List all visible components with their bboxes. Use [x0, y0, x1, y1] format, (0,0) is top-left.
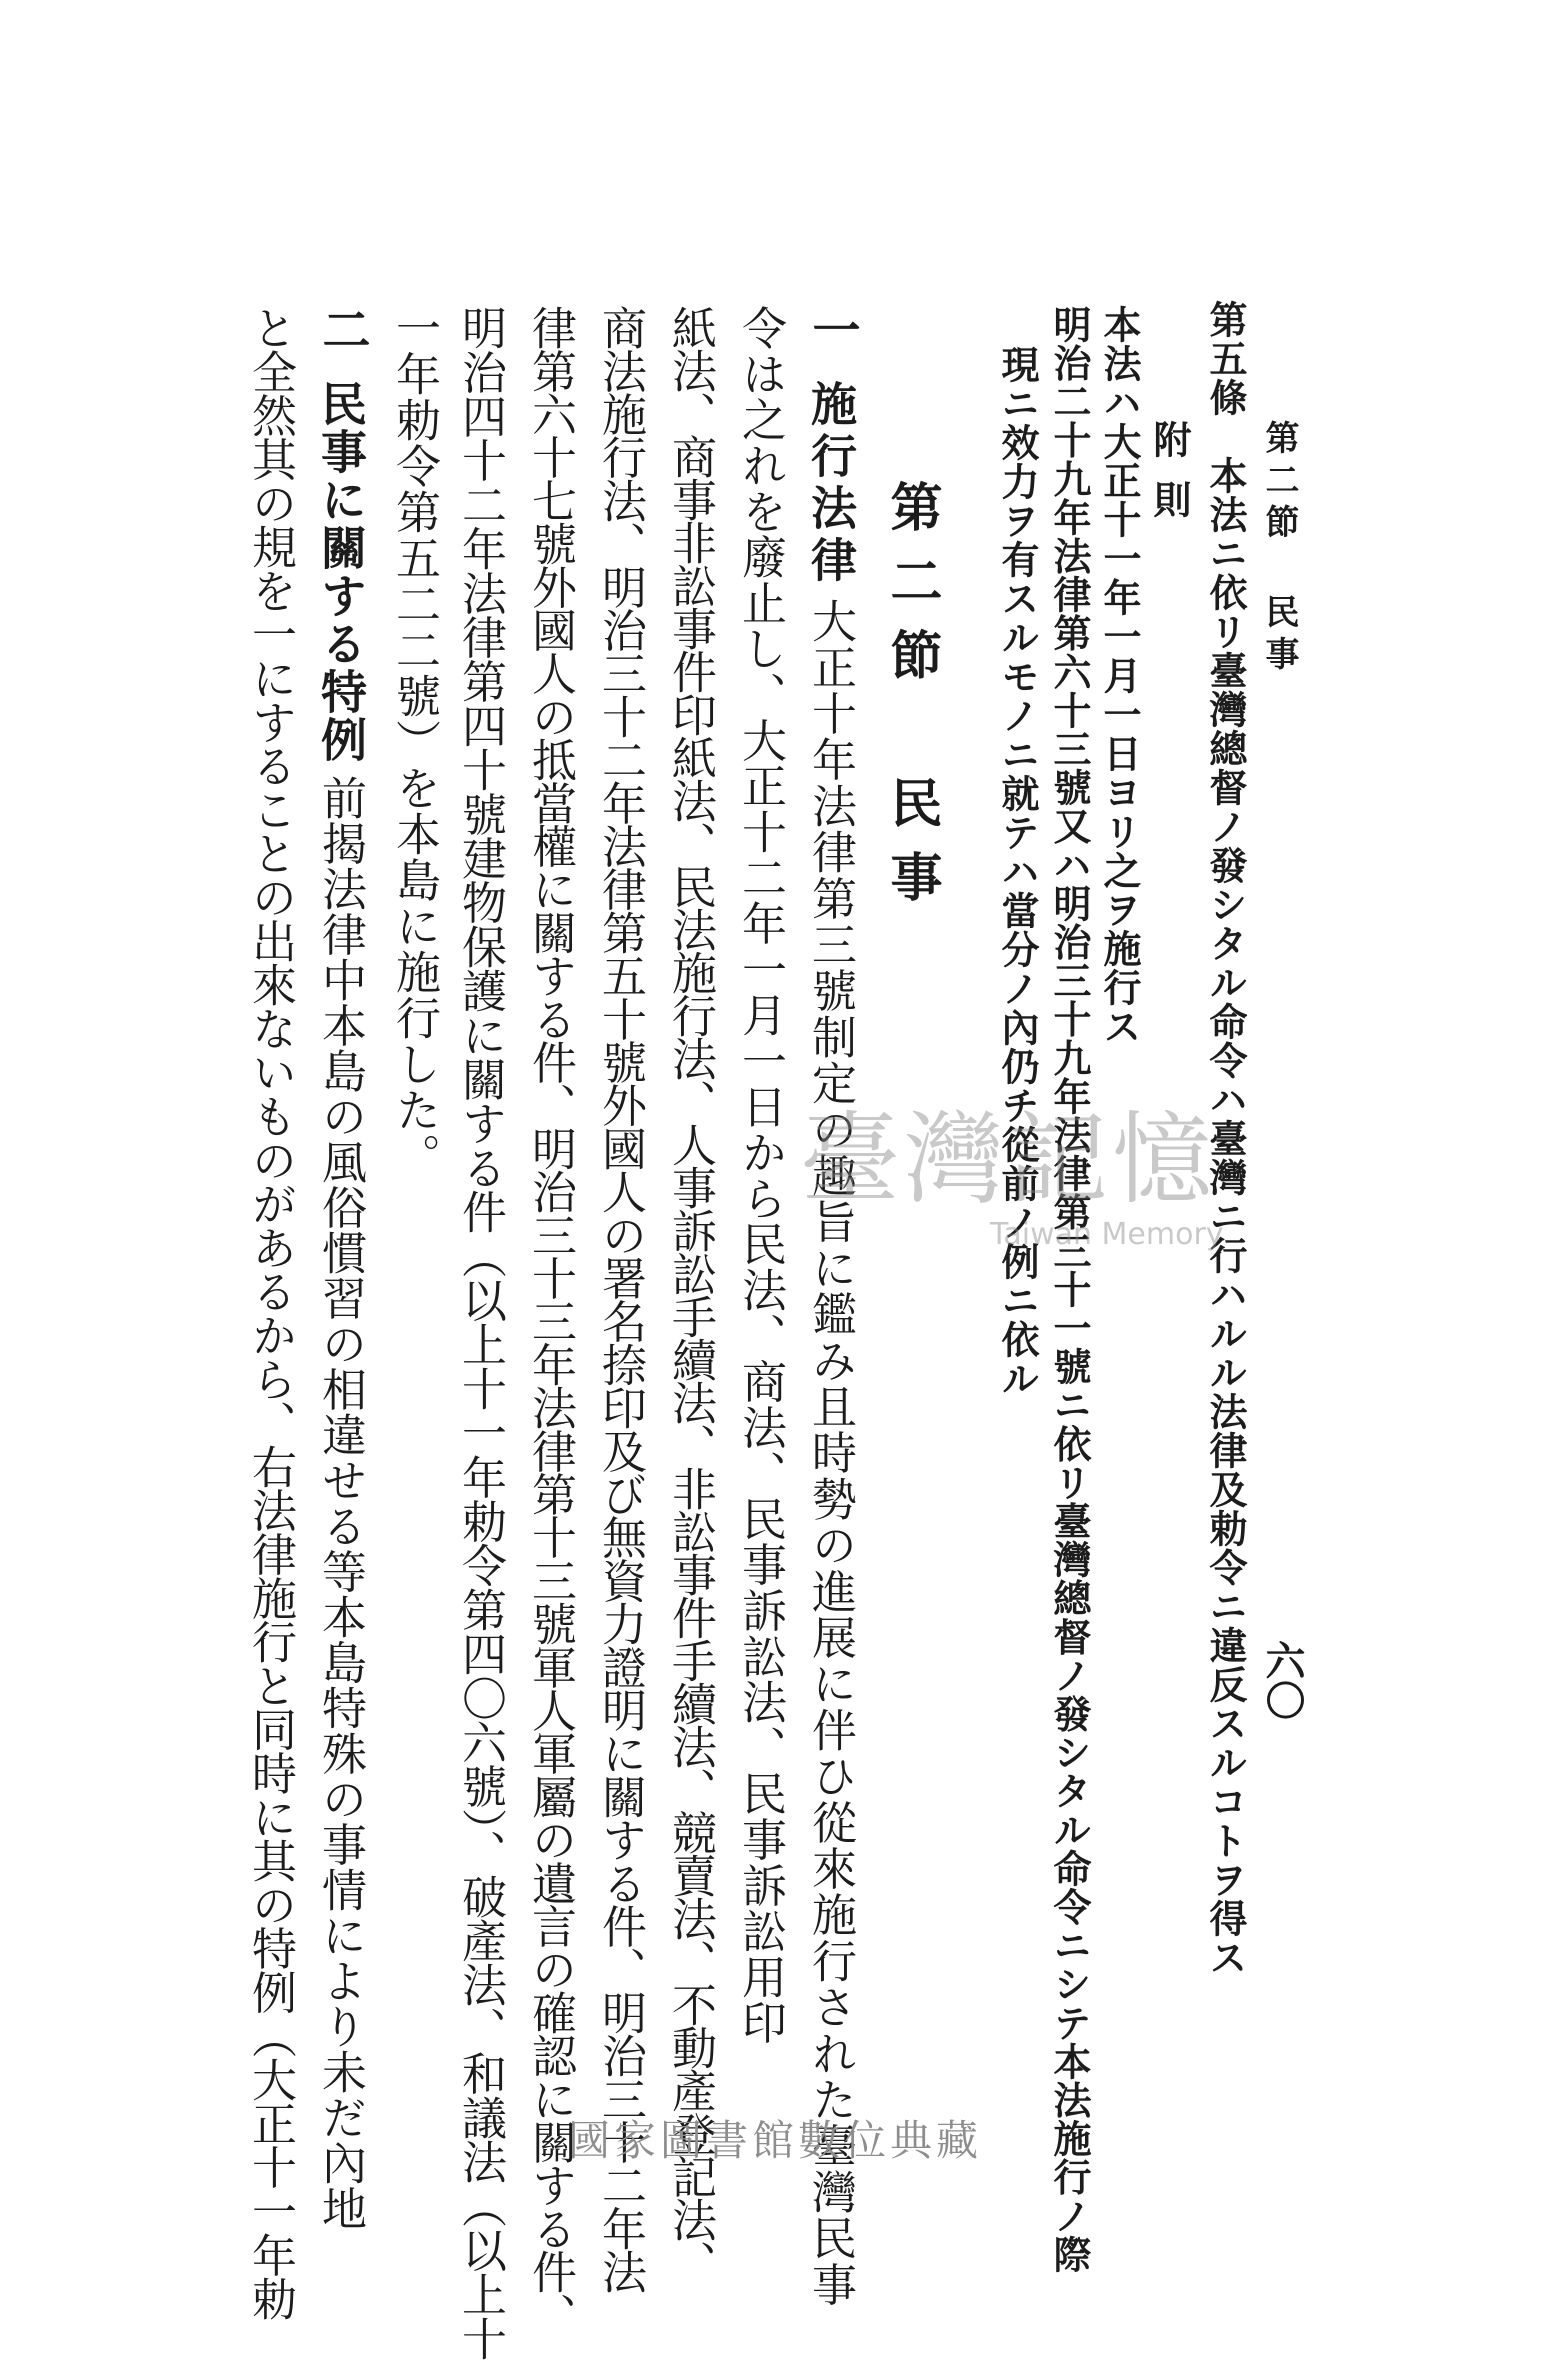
- footer-credit: 國家圖書館數位典藏: [567, 2116, 982, 2165]
- part1-line-1: 大正十年法律第三號制定の趣旨に鑑み且時勢の進展に伴ひ從來施行された臺灣民事: [804, 598, 857, 2308]
- supplementary-line-2: 明治二十九年法律第六十三號又ハ明治三十九年法律第三十一號ニ依リ臺灣總督ノ發シタル命令ニシテ本法施行ノ際: [1047, 305, 1091, 2274]
- part1-line-7: 一年勅令第五二二號）を本島に施行した。: [388, 305, 441, 1179]
- part1-line-3: 紙法、商事非訟事件印紙法、民法施行法、人事訴訟手續法、非訟事件手續法、競賣法、不動產登記法、: [664, 305, 717, 2283]
- part2-marker: 二: [314, 305, 370, 356]
- running-head: 第二節 民事: [1259, 420, 1299, 678]
- part2-line-1: 前揭法律中本島の風俗慣習の相違せる等本島特殊の事情により未だ內地: [314, 775, 367, 2231]
- part1-line-2: 令は之れを廢止し、大正十二年一月一日から民法、商法、民事訴訟法、民事訴訟用印: [734, 305, 787, 2046]
- supplementary-line-1: 本法ハ大正十一年一月一日ヨリ之ヲ施行ス: [1097, 305, 1141, 1046]
- part1-marker: 一: [804, 305, 860, 356]
- part1-line-4: 商法施行法、明治三十二年法律第五十號外國人の署名捺印及び無資力證明に關する件、明治三十二年法: [594, 305, 647, 2293]
- supplementary-heading: 附則: [1147, 420, 1191, 540]
- part2-line-2: と全然其の規を一にすることの出來ないものがあるから、右法律施行と同時に其の特例（大正十一年勅: [244, 305, 297, 2320]
- supplementary-line-3: 現ニ效力ヲ有スルモノニ就テハ當分ノ內仍チ從前ノ例ニ依ル: [995, 345, 1039, 1398]
- watermark-logo: [800, 1101, 1230, 1260]
- part2-heading: 民事に關する特例: [314, 380, 368, 764]
- article-5-line: 第五條 本法ニ依リ臺灣總督ノ發シタル命令ハ臺灣ニ行ハルル法律及勅令ニ違反スルコトヲ得ス: [1203, 300, 1247, 1977]
- section-title: 第二節 民事: [881, 480, 941, 924]
- watermark-text: 臺灣記憶: [800, 1101, 1216, 1218]
- part1-line-6: 明治四十二年法律第四十號建物保護に關する件（以上十一年勅令第四〇六號）、破產法、和議法（以上十: [454, 305, 507, 2360]
- part1-line-5: 律第六十七號外國人の抵當權に關する件、明治三十三年法律第十三號軍人軍屬の遺言の確認に關する件、: [524, 305, 577, 2336]
- part1-heading: 施行法律: [804, 380, 858, 588]
- watermark-subtext: Taiwan Memory: [990, 1217, 1224, 1252]
- page-number: 六〇: [1259, 1640, 1305, 1720]
